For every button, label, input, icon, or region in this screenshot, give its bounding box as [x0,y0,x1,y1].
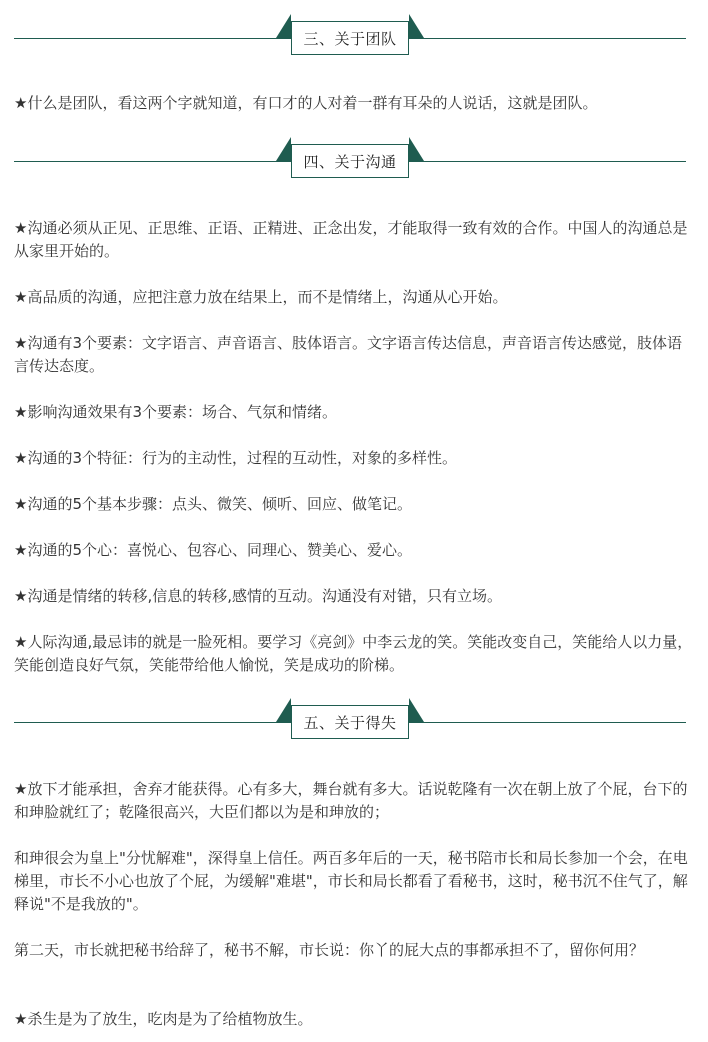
paragraph: 第二天，市长就把秘书给辞了，秘书不解，市长说：你丫的屁大点的事都承担不了，留你何用？ [14,941,645,959]
header-corner-right [409,14,424,38]
paragraph: ★沟通的3个特征：行为的主动性，过程的互动性，对象的多样性。 [14,449,457,467]
section-title: 四、关于沟通 [291,144,409,178]
header-corner-right [409,698,424,722]
paragraph: ★沟通的5个基本步骤：点头、微笑、倾听、回应、做笔记。 [14,495,412,513]
header-corner-left [276,137,291,161]
section-header-gain-loss [14,702,686,742]
paragraph: ★放下才能承担，舍弃才能获得。心有多大，舞台就有多大。话说乾隆有一次在朝上放了个屁，台下的和珅脸就红了；乾隆很高兴，大臣们都以为是和珅放的； [14,780,688,821]
header-corner-right [409,137,424,161]
paragraph: ★沟通的5个心：喜悦心、包容心、同理心、赞美心、爱心。 [14,541,412,559]
paragraph: ★沟通有3个要素：文字语言、声音语言、肢体语言。文字语言传达信息，声音语言传达感觉，肢体语言传达态度。 [14,334,682,375]
section-header-communication [14,141,686,181]
paragraph: ★什么是团队，看这两个字就知道，有口才的人对着一群有耳朵的人说话，这就是团队。 [14,94,598,112]
paragraph: 和珅很会为皇上"分忧解难"，深得皇上信任。两百多年后的一天，秘书陪市长和局长参加一个会，在电梯里，市长不小心也放了个屁，为缓解"难堪"，市长和局长都看了看秘书，这时，秘书沉不住气了，解释说"不是我放的"。 [14,849,688,913]
section-header-team [14,18,686,58]
paragraph: ★杀生是为了放生，吃肉是为了给植物放生。 [14,1010,313,1028]
header-corner-left [276,698,291,722]
paragraph: ★沟通是情绪的转移,信息的转移,感情的互动。沟通没有对错，只有立场。 [14,587,502,605]
header-corner-left [276,14,291,38]
section-title: 五、关于得失 [291,705,409,739]
paragraph: ★人际沟通,最忌讳的就是一脸死相。要学习《亮剑》中李云龙的笑。笑能改变自己，笑能给人以力量，笑能创造良好气氛，笑能带给他人愉悦，笑是成功的阶梯。 [14,633,693,674]
paragraph: ★沟通必须从正见、正思维、正语、正精进、正念出发，才能取得一致有效的合作。中国人的沟通总是从家里开始的。 [14,219,688,260]
paragraph: ★高品质的沟通，应把注意力放在结果上，而不是情绪上，沟通从心开始。 [14,288,508,306]
paragraph: ★影响沟通效果有3个要素：场合、气氛和情绪。 [14,403,337,421]
section-title: 三、关于团队 [291,21,409,55]
